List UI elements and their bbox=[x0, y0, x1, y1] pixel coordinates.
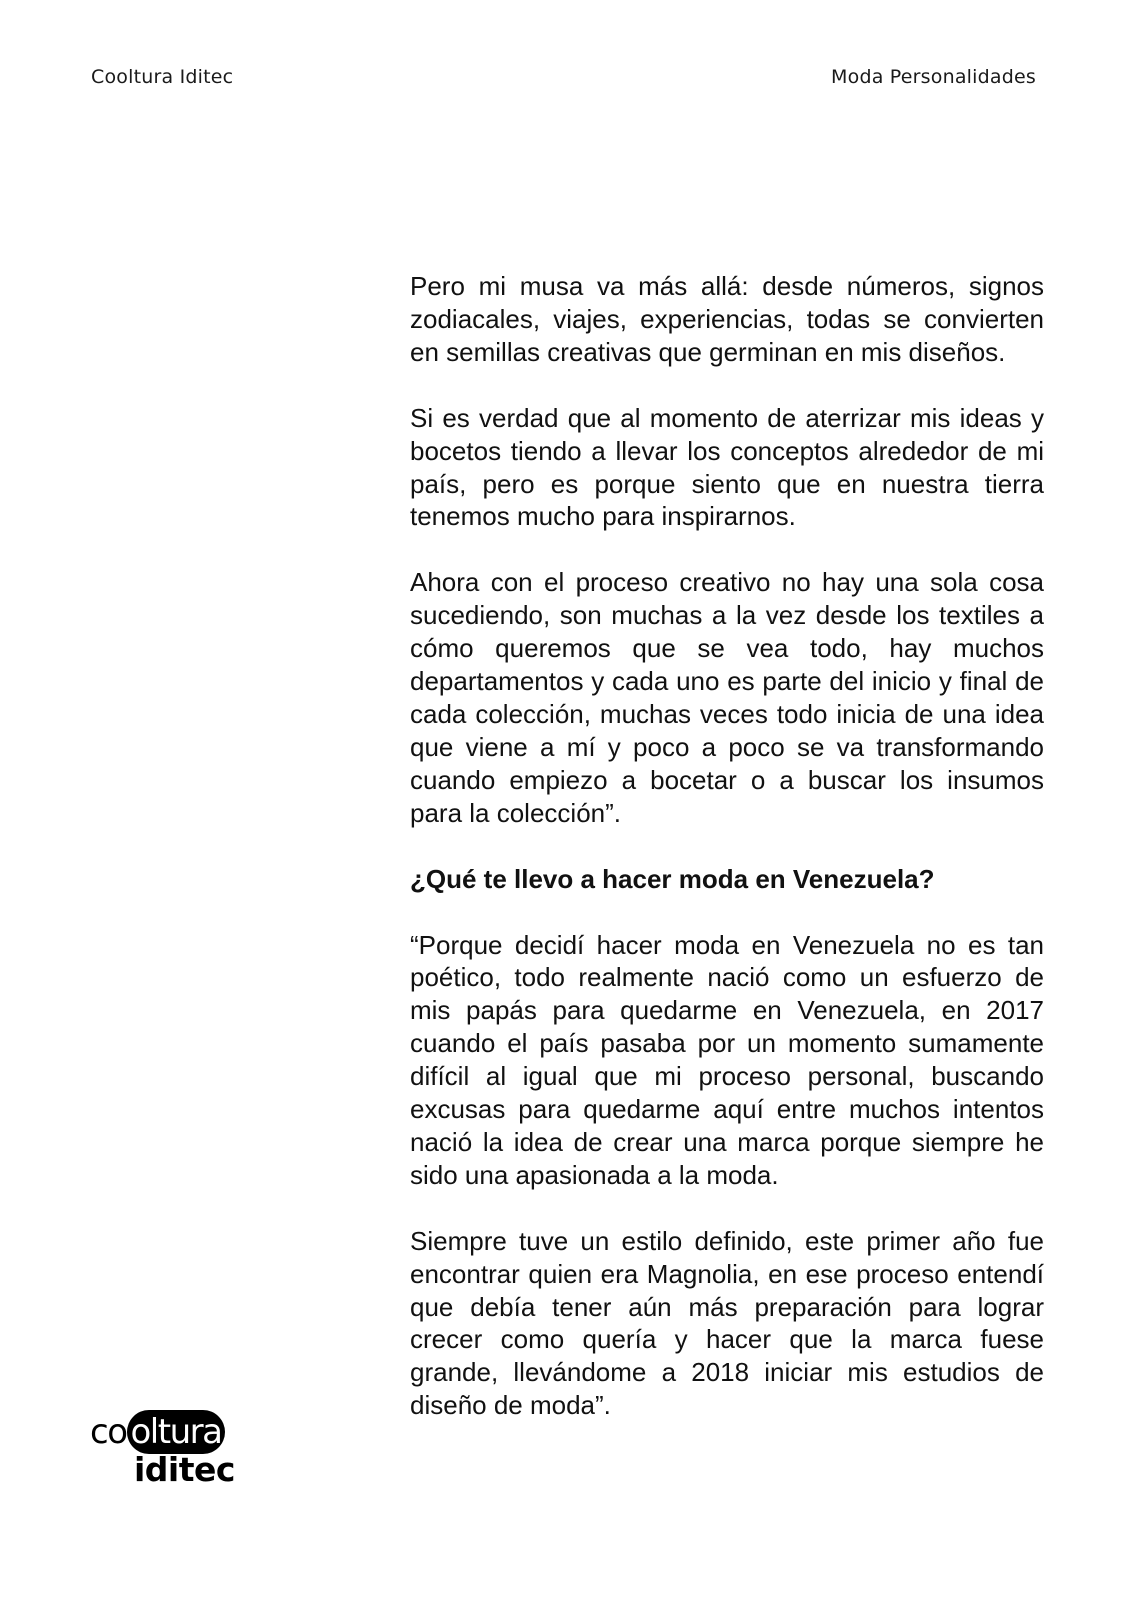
paragraph-3: Ahora con el proceso creativo no hay una sola cosa sucediendo, son muchas a la vez desde los textiles a cómo queremos que se vea todo, hay muchos departamentos y cada uno es parte del inicio y final de cada colección, muchas veces todo inicia de una idea que viene a mí y poco a poco se va transformando cuando empiezo a bocetar o a buscar los insumos para la colección”. bbox=[410, 567, 1044, 828]
running-header-publication: Cooltura Iditec bbox=[91, 66, 234, 88]
paragraph-5: Siempre tuve un estilo definido, este primer año fue encontrar quien era Magnolia, en ese proceso entendí que debía tener aún más preparación para lograr crecer como quería y hacer que la marca fuese grande, llevándome a 2018 iniciar mis estudios de diseño de moda”. bbox=[410, 1225, 1044, 1421]
logo-text-plain: co bbox=[90, 1412, 127, 1452]
running-header-section: Moda Personalidades bbox=[831, 66, 1036, 88]
paragraph-1: Pero mi musa va más allá: desde números, signos zodiacales, viajes, experiencias, todas se convierten en semillas creativas que germinan en mis diseños. bbox=[410, 271, 1044, 367]
article-body bbox=[410, 270, 1044, 1455]
logo-wordmark-bottom: iditec bbox=[134, 1450, 235, 1489]
cooltura-iditec-logo bbox=[90, 1410, 250, 1490]
interview-question: ¿Qué te llevo a hacer moda en Venezuela? bbox=[410, 863, 935, 894]
paragraph-4: “Porque decidí hacer moda en Venezuela no es tan poético, todo realmente nació como un esfuerzo de mis papás para quedarme en Venezuela, en 2017 cuando el país pasaba por un momento sumamente difícil al igual que mi proceso personal, buscando excusas para quedarme aquí entre muchos intentos nació la idea de crear una marca porque siempre he sido una apasionada a la moda. bbox=[410, 929, 1044, 1190]
paragraph-2: Si es verdad que al momento de aterrizar mis ideas y bocetos tiendo a llevar los conceptos alrededor de mi país, pero es porque siento que en nuestra tierra tenemos mucho para inspirarnos. bbox=[410, 402, 1044, 532]
logo-text-inverse: oltura bbox=[127, 1410, 226, 1454]
logo-wordmark-top bbox=[90, 1410, 225, 1454]
